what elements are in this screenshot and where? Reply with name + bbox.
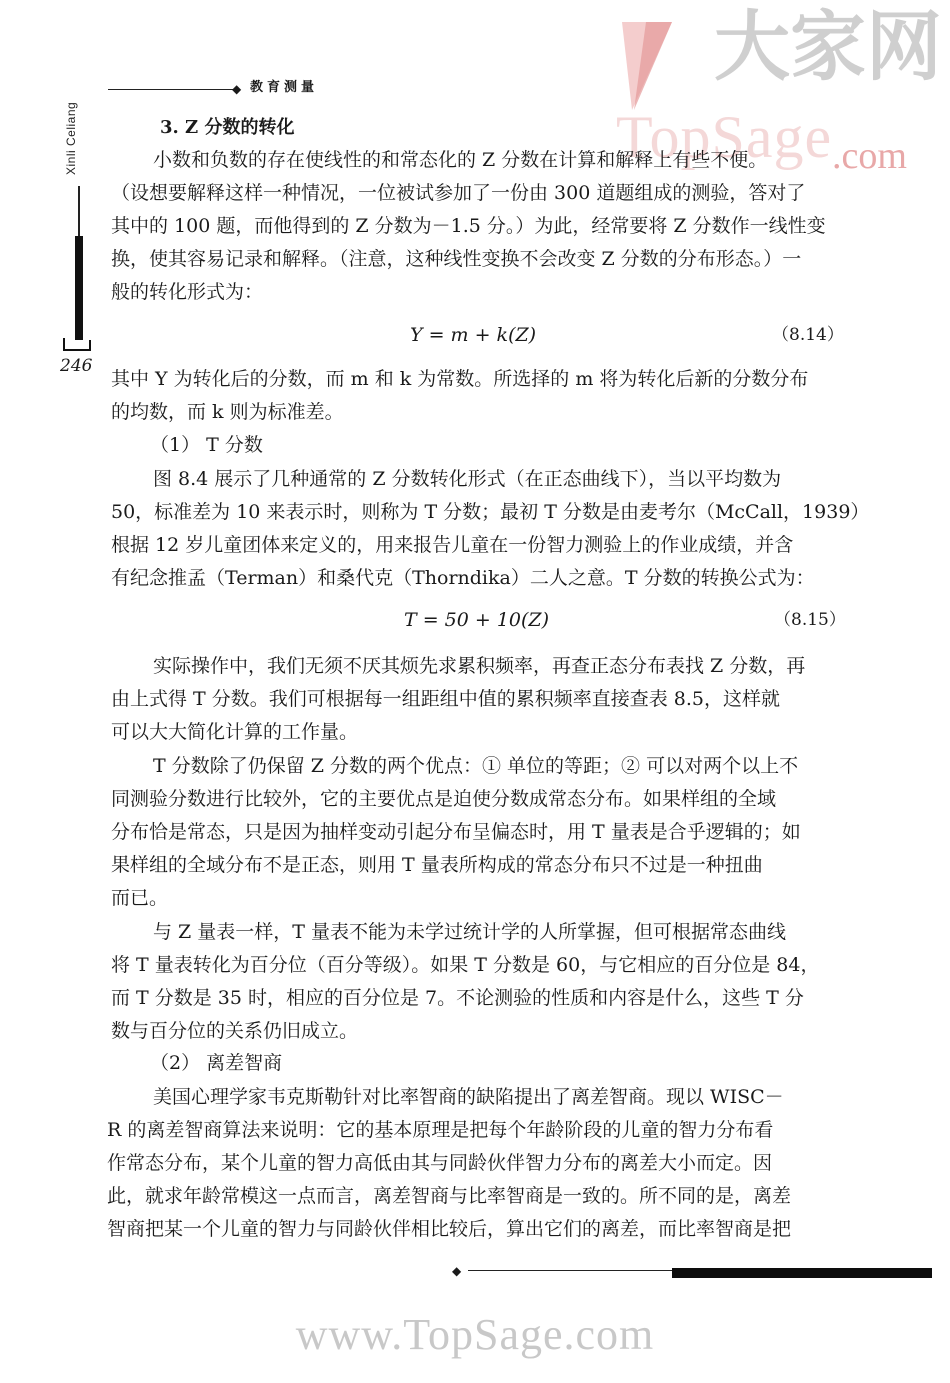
paragraph-line: 而 T 分数是 35 时，相应的百分位是 7。不论测验的性质和内容是什么，这些 T 分 [111, 987, 804, 1009]
margin-bracket-icon [62, 336, 92, 354]
page-number: 246 [60, 356, 93, 376]
footer-diamond-icon: ◆ [452, 1264, 462, 1278]
paragraph-line: 与 Z 量表一样，T 量表不能为未学过统计学的人所掌握，但可根据常态曲线 [153, 921, 786, 943]
subsection-heading: （2） 离差智商 [150, 1052, 283, 1074]
paragraph-line: 小数和负数的存在使线性的和常态化的 Z 分数在计算和解释上有些不便。 [153, 149, 768, 171]
paragraph-line: 般的转化形式为： [111, 281, 264, 303]
paragraph-line: 有纪念推孟（Terman）和桑代克（Thorndika）二人之意。T 分数的转换公式为： [111, 567, 815, 589]
logo-chinese-text: 大家网 [714, 2, 942, 91]
logo-com-text: .com [832, 135, 907, 177]
logo-english-text: TopSage [616, 104, 833, 170]
running-header-title: 教育测量 [250, 80, 319, 95]
paragraph-line: 分布恰是常态，只是因为抽样变动引起分布呈偏态时，用 T 量表是合乎逻辑的；如 [111, 821, 801, 843]
paragraph-line: 其中的 100 题，而他得到的 Z 分数为－1.5 分。）为此，经常要将 Z 分数作一线性变 [111, 215, 826, 237]
paragraph-line: 图 8.4 展示了几种通常的 Z 分数转化形式（在正态曲线下），当以平均数为 [153, 468, 782, 490]
paragraph-line: 果样组的全域分布不是正态，则用 T 量表所构成的常态分布只不过是一种扭曲 [111, 854, 763, 876]
paragraph-line: 根据 12 岁儿童团体来定义的，用来报告儿童在一份智力测验上的作业成绩，并含 [111, 534, 794, 556]
paragraph-line: 将 T 量表转化为百分位（百分等级）。如果 T 分数是 60，与它相应的百分位是 84， [111, 954, 820, 976]
paragraph-line: 换，使其容易记录和解释。（注意，这种线性变换不会改变 Z 分数的分布形态。）一 [111, 248, 802, 270]
footer-watermark-url: www.TopSage.com [295, 1310, 655, 1359]
paragraph-line: 的均数，而 k 则为标准差。 [111, 401, 344, 423]
paragraph-line: T 分数除了仍保留 Z 分数的两个优点：① 单位的等距；② 可以对两个以上不 [153, 755, 799, 777]
header-diamond-icon: ◆ [232, 82, 242, 96]
paragraph-line: 作常态分布，某个儿童的智力高低由其与同龄伙伴智力分布的离差大小而定。因 [107, 1152, 773, 1174]
paragraph-line: 数与百分位的关系仍旧成立。 [111, 1020, 359, 1042]
subsection-heading: （1） T 分数 [150, 434, 263, 456]
paragraph-line: 同测验分数进行比较外，它的主要优点是迫使分数成常态分布。如果样组的全域 [111, 788, 777, 810]
equation-number: （8.15） [774, 610, 846, 630]
paragraph-line: 其中 Y 为转化后的分数，而 m 和 k 为常数。所选择的 m 将为转化后新的分数分布 [111, 368, 809, 390]
paragraph-line: 由上式得 T 分数。我们可根据每一组距组中值的累积频率直接查表 8.5，这样就 [111, 688, 781, 710]
margin-thin-rule [78, 186, 80, 236]
equation-number: （8.14） [772, 325, 844, 345]
paragraph-line: 美国心理学家韦克斯勒针对比率智商的缺陷提出了离差智商。现以 WISC－ [153, 1086, 784, 1108]
footer-rule [468, 1270, 672, 1271]
equation-8-14: Y = m + k(Z) [410, 324, 537, 346]
margin-thick-bar [75, 236, 83, 340]
section-heading: 3. Z 分数的转化 [160, 117, 295, 138]
paragraph-line: 50，标准差为 10 来表示时，则称为 T 分数；最初 T 分数是由麦考尔（McCall，1939） [111, 501, 870, 523]
header-rule [108, 89, 236, 90]
paragraph-line: 智商把某一个儿童的智力与同龄伙伴相比较后，算出它们的离差，而比率智商是把 [107, 1218, 792, 1240]
paragraph-line: 可以大大简化计算的工作量。 [111, 721, 359, 743]
paragraph-line: （设想要解释这样一种情况，一位被试参加了一份由 300 道题组成的测验，答对了 [111, 182, 806, 204]
paragraph-line: 实际操作中，我们无须不厌其烦先求累积频率，再查正态分布表找 Z 分数，再 [153, 655, 806, 677]
paragraph-line: R 的离差智商算法来说明：它的基本原理是把每个年龄阶段的儿童的智力分布看 [107, 1119, 774, 1141]
paragraph-line: 而已。 [111, 887, 169, 909]
equation-8-15: T = 50 + 10(Z) [404, 609, 550, 631]
margin-vertical-text: Xinli Celiang [64, 101, 78, 175]
paragraph-line: 此，就求年龄常模这一点而言，离差智商与比率智商是一致的。所不同的是，离差 [107, 1185, 792, 1207]
footer-thick-bar [672, 1268, 932, 1278]
